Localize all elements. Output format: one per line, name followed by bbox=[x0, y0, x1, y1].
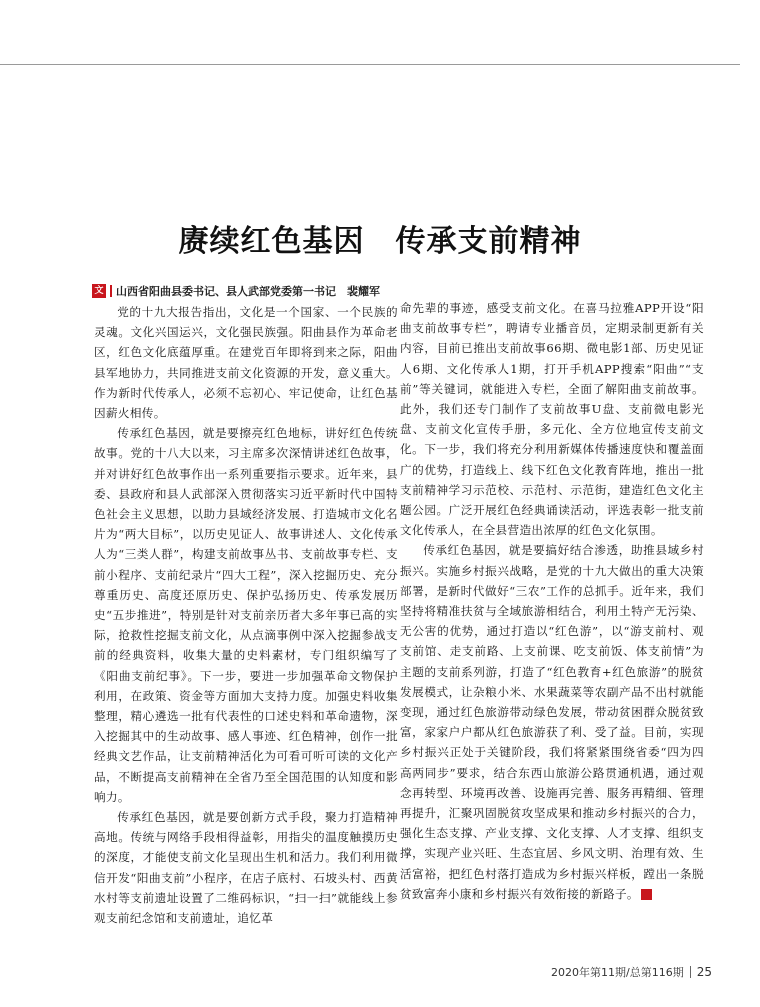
paragraph: 党的十九大报告指出，文化是一个国家、一个民族的灵魂。文化兴国运兴，文化强民族强。阳曲县作为革命老区，红色文化底蕴厚重。在建党百年即将到来之际，阳曲县军地协力，共同推进支前文化资源的开发，意义重大。作为新时代传承人，必须不忘初心、牢记使命，让红色基因薪火相传。 bbox=[94, 305, 398, 421]
author-badge: 文 bbox=[92, 284, 106, 298]
article-title: 赓续红色基因 传承支前精神 bbox=[178, 224, 582, 260]
top-rule bbox=[0, 64, 740, 65]
paragraph-text: 传承红色基因，就是要搞好结合渗透，助推县域乡村振兴。实施乡村振兴战略，是党的十九大做出的重大决策部署，是新时代做好“三农”工作的总抓手。近年来，我们坚持将精准扶贫与全域旅游相结合，利用土特产无污染、无公害的优势，通过打造以“红色游”，以“游支前村、观支前馆、走支前路、上支前课、吃支前饭、体支前情”为主题的支前系列游，打造了“红色教育+红色旅游”的脱贫发展模式，让杂粮小米、水果蔬菜等农副产品不出村就能变现，通过红色旅游带动绿色发展，带动贫困群众脱贫致富，家家户户都从红色旅游获了利、受了益。目前，实现乡村振兴正处于关键阶段，我们将紧紧围绕省委“四为四高两同步”要求，结合东西山旅游公路贯通机遇，通过观念再转型、环境再改善、设施再完善、服务再精细、管理再提升，汇聚巩固脱贫攻坚成果和推动乡村振兴的合力，强化生态支撑、产业支撑、文化支撑、人才支撑、组织支撑，实现产业兴旺、生态宜居、乡风文明、治理有效、生活富裕，把红色村落打造成为乡村振兴样板，蹚出一条脱贫致富奔小康和乡村振兴有效衔接的新路子。 bbox=[400, 543, 704, 901]
paragraph: 命先辈的事迹，感受支前文化。在喜马拉雅APP开设“阳曲支前故事专栏”，聘请专业播音员，定期录制更新有关内容，目前已推出支前故事66期、微电影1部、历史见证人6期、文化传承人1期，打开手机APP搜索“阳曲”“支前”等关键词，就能进入专栏，全面了解阳曲支前故事。此外，我们还专门制作了支前故事U盘、支前微电影光盘、支前文化宣传手册，多元化、全方位地宣传支前文化。下一步，我们将充分利用新媒体传播速度快和覆盖面广的优势，打造线上、线下红色文化教育阵地，推出一批支前精神学习示范校、示范村、示范街，建造红色文化主题公园。广泛开展红色经典诵读活动，评选表彰一批支前文化传承人，在全县营造出浓厚的红色文化氛围。 bbox=[400, 301, 704, 538]
end-mark-icon: G bbox=[641, 889, 652, 900]
paragraph: 传承红色基因，就是要创新方式手段，聚力打造精神高地。传统与网络手段相得益彰，用指尖的温度触摸历史的深度，才能使支前文化呈现出生机和活力。我们利用微信开发“阳曲支前”小程序，在店子底村、石坡头村、西黄水村等支前遗址设置了二维码标识，“扫一扫”就能线上参观支前纪念馆和支前遗址，追忆革 bbox=[94, 810, 398, 926]
right-column bbox=[400, 298, 704, 904]
author-divider bbox=[110, 285, 112, 297]
paragraph: 传承红色基因，就是要擦亮红色地标，讲好红色传统故事。党的十八大以来，习主席多次深情讲述红色故事，并对讲好红色故事作出一系列重要指示要求。近年来，县委、县政府和县人武部深入贯彻落实习近平新时代中国特色社会主义思想，以助力县域经济发展、打造城市文化名片为“两大目标”，以历史见证人、故事讲述人、文化传承人为“三类人群”，构建支前故事丛书、支前故事专栏、支前小程序、支前纪录片“四大工程”，深入挖掘历史、充分尊重历史、高度还原历史、保护弘扬历史、传承发展历史“五步推进”，特别是针对支前亲历者大多年事已高的实际，抢救性挖掘支前文化，从点滴事例中深入挖掘参战支前的经典资料，收集大量的史料素材，专门组织编写了《阳曲支前纪事》。下一步，要进一步加强革命文物保护利用，在政策、资金等方面加大支持力度。加强史料收集整理，精心遴选一批有代表性的口述史料和革命遗物，深入挖掘其中的生动故事、感人事迹、红色精神，创作一批经典文艺作品，让支前精神活化为可看可听可读的文化产品，不断提高支前精神在全省乃至全国范围的认知度和影响力。 bbox=[94, 426, 398, 804]
footer-divider bbox=[690, 966, 691, 978]
issue-info: 2020年第11期/总第116期 bbox=[551, 966, 684, 979]
author-text: 山西省阳曲县委书记、县人武部党委第一书记 裴耀军 bbox=[116, 285, 380, 298]
page-number: 25 bbox=[696, 965, 712, 979]
left-column bbox=[94, 302, 398, 928]
paragraph bbox=[400, 540, 704, 904]
author-line bbox=[92, 282, 410, 300]
page-footer bbox=[551, 964, 712, 980]
